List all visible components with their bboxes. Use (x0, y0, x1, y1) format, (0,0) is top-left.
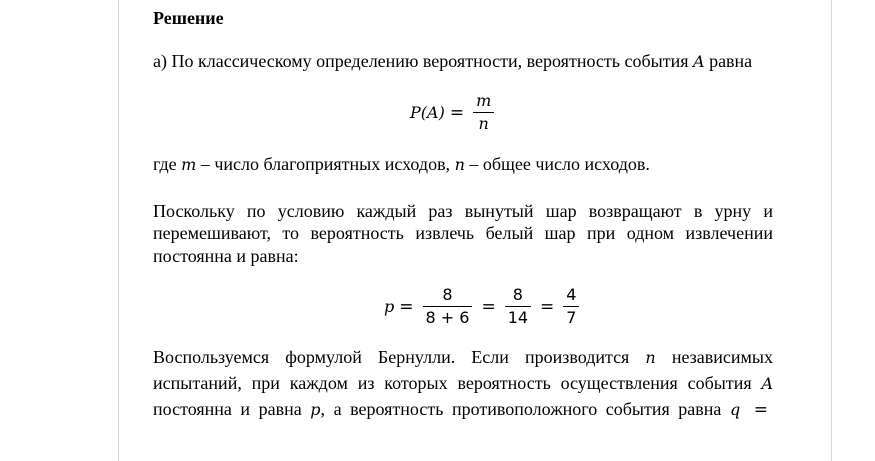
fraction-denominator: n (478, 114, 489, 133)
fraction-1 (423, 284, 473, 329)
variable-n: n (645, 348, 656, 367)
formula-lhs: P(A) (410, 103, 445, 122)
equals-sign: = (753, 400, 769, 420)
fraction-numerator: 8 (512, 285, 523, 304)
variable-m: m (181, 155, 197, 174)
fraction-numerator: 8 (442, 285, 453, 304)
fraction-numerator: m (476, 91, 492, 110)
event-variable: A (693, 52, 705, 71)
paragraph-classical-definition (153, 50, 752, 73)
paragraph-c-line-2 (153, 372, 773, 395)
fraction-numerator: 4 (566, 285, 577, 304)
fraction-denominator: 7 (566, 308, 577, 327)
fraction-denominator: 14 (507, 308, 529, 327)
text-segment: – число благоприятных исходов, (196, 154, 455, 174)
fraction-denominator: 8 + 6 (425, 308, 470, 327)
page-right-edge (831, 0, 832, 461)
equals-sign: = (399, 296, 414, 317)
paragraph-b-line-1: Поскольку по условию каждый раз вынутый шар возвращают в урну и (153, 201, 773, 221)
equals-sign: = (540, 296, 555, 317)
variable-q: q (729, 400, 741, 419)
text-segment: а) По классическому определению вероятности, вероятность события (153, 51, 693, 71)
formula-lhs: p (384, 297, 395, 316)
solution-heading: Решение (153, 8, 224, 28)
text-segment: где (153, 154, 182, 174)
fraction-2 (505, 284, 531, 329)
fraction (473, 90, 494, 135)
text-segment: – общее число исходов. (464, 154, 650, 174)
paragraph-c-line-3 (153, 398, 773, 421)
text-segment: независимых (655, 347, 773, 367)
fraction-3 (563, 284, 579, 329)
white-ball-probability-formula (384, 284, 583, 329)
event-variable: A (761, 374, 773, 393)
paragraph-b-line-3: постоянна и равна: (153, 246, 299, 266)
text-segment: равна (704, 51, 753, 71)
equals-sign: = (449, 102, 465, 123)
equals-sign: = (481, 296, 496, 317)
text-segment: испытаний, при каждом из которых вероятность осуществления события (153, 373, 762, 393)
text-segment: Воспользуемся формулой Бернулли. Если производится (153, 347, 646, 367)
variable-n: n (454, 155, 465, 174)
probability-formula (410, 90, 498, 135)
variable-p: p (310, 400, 321, 419)
text-segment: , а вероятность противоположного события равна (320, 399, 722, 419)
paragraph-c-line-1 (153, 346, 773, 369)
text-segment: постоянна и равна (153, 399, 311, 419)
page-left-edge (118, 0, 119, 461)
paragraph-definitions (153, 153, 650, 176)
paragraph-b-line-2: перемешивают, то вероятность извлечь белый шар при одном извлечении (153, 223, 773, 243)
